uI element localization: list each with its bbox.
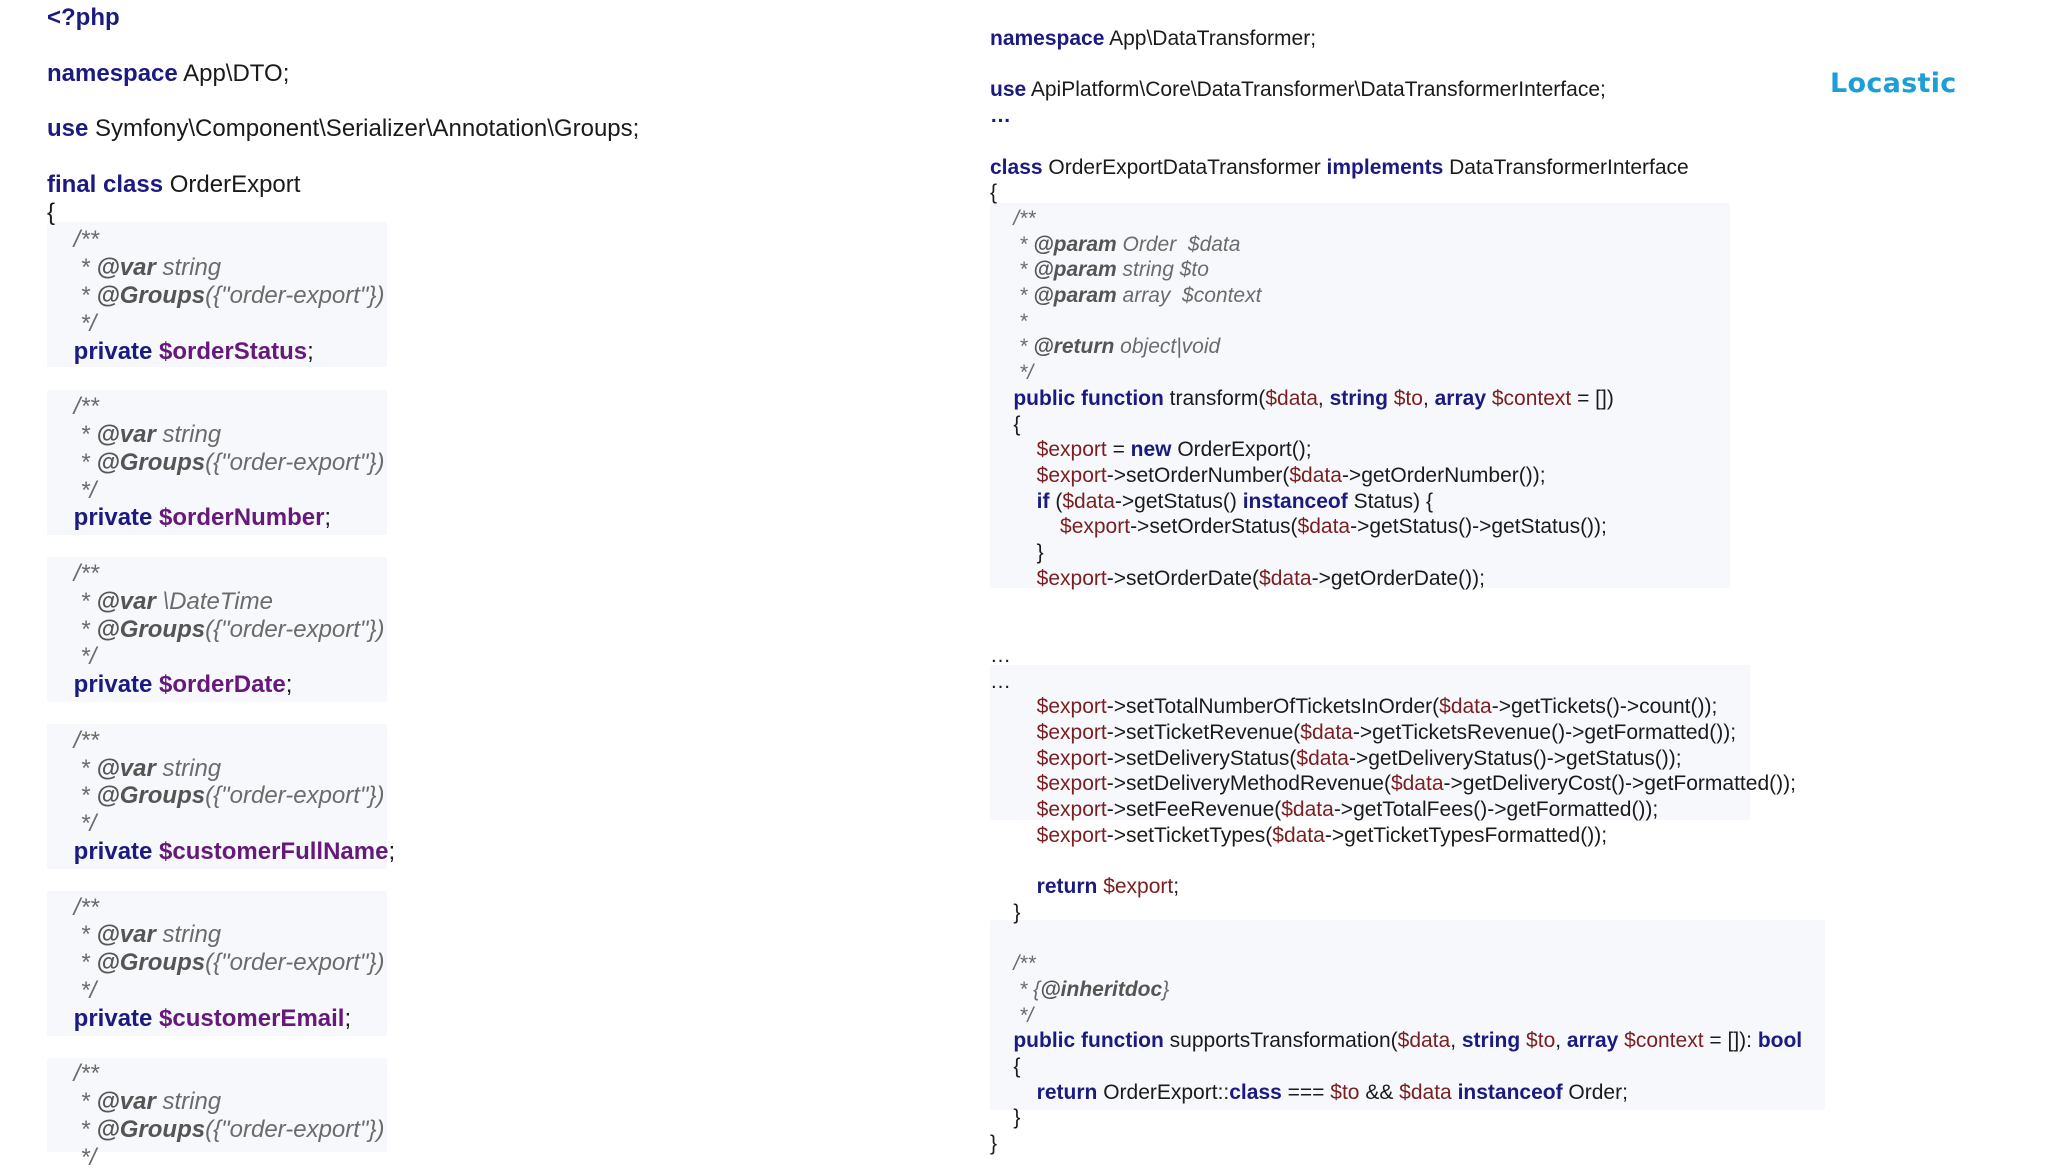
code-line <box>47 923 221 947</box>
code-token: $data <box>1265 386 1318 410</box>
code-token: array <box>1434 386 1487 410</box>
code-token: * <box>47 615 97 643</box>
code-token: implements <box>1326 155 1444 179</box>
code-token: ->setDeliveryStatus( <box>1106 746 1297 770</box>
code-token: return <box>990 1080 1098 1104</box>
code-token: $export <box>990 798 1107 821</box>
code-line <box>47 812 96 836</box>
code-token: @Groups <box>96 282 206 309</box>
code-line <box>990 876 1179 897</box>
code-token: $data <box>1397 1029 1451 1053</box>
code-line <box>990 645 1011 666</box>
code-token: @var <box>96 587 156 615</box>
code-line <box>47 562 99 586</box>
code-token: ->getTotalFees()->getFormatted()); <box>1333 798 1659 821</box>
code-token: * <box>47 421 97 448</box>
code-token: ({"order-export"}) <box>205 1116 385 1143</box>
code-token: bool <box>1757 1029 1803 1053</box>
code-token: */ <box>47 643 97 671</box>
code-token: @Groups <box>96 448 206 476</box>
code-token: Status) { <box>1347 489 1433 513</box>
code-token: ( <box>1049 489 1063 513</box>
code-token: ({"order-export"}) <box>205 282 385 309</box>
code-token: @Groups <box>96 949 206 977</box>
code-line <box>47 951 384 975</box>
code-token: public function <box>990 386 1164 410</box>
code-token: } <box>990 900 1021 924</box>
code-token: { <box>47 198 56 226</box>
code-token: use <box>47 115 89 143</box>
code-line <box>47 476 97 504</box>
code-token: && <box>1359 1080 1400 1104</box>
code-line <box>990 182 997 203</box>
code-line <box>990 388 1614 409</box>
code-token: * <box>47 1116 97 1143</box>
code-token: = <box>1106 438 1131 462</box>
code-token: ({"order-export"}) <box>205 448 385 476</box>
code-token: ->getTicketTypesFormatted()); <box>1324 823 1608 847</box>
code-line <box>990 1133 997 1154</box>
code-line <box>990 516 1607 537</box>
code-token: { <box>990 1055 1021 1078</box>
code-token: array $context <box>1116 284 1262 307</box>
code-token: ; <box>1173 875 1180 899</box>
code-line <box>47 893 100 921</box>
code-token: @var <box>96 921 156 949</box>
code-line <box>990 671 1011 692</box>
code-token: * <box>47 1088 97 1116</box>
code-token: ({"order-export"}) <box>205 615 385 643</box>
code-token: /** <box>47 1060 100 1088</box>
code-token: /** <box>47 393 100 421</box>
code-token: */ <box>47 309 97 337</box>
code-token: $export <box>990 823 1107 847</box>
code-token: @var <box>96 754 156 782</box>
code-token: $customerEmail <box>159 1004 345 1032</box>
dto-code-panel <box>47 0 947 1171</box>
code-line <box>990 542 1044 563</box>
code-line <box>47 256 221 280</box>
code-line <box>47 170 301 198</box>
code-line <box>990 311 1027 332</box>
code-token: * <box>990 232 1034 256</box>
code-token: $context <box>1486 386 1572 410</box>
code-token: string <box>1461 1029 1521 1053</box>
code-token: $export <box>1097 875 1174 899</box>
code-token: use <box>990 78 1027 102</box>
code-token: */ <box>47 476 97 504</box>
code-token: ; <box>307 337 314 365</box>
code-token: instanceof <box>1242 489 1348 513</box>
code-line <box>990 696 1717 717</box>
code-line <box>990 362 1033 383</box>
code-line <box>47 1004 352 1032</box>
code-token: @inheritdoc <box>1040 977 1163 1001</box>
code-line <box>47 337 314 365</box>
code-token: $orderDate <box>159 671 286 699</box>
code-token: namespace <box>990 27 1105 50</box>
code-token: @return <box>1033 335 1115 359</box>
code-token: * <box>47 254 97 282</box>
code-token: ; <box>324 504 332 532</box>
code-token: private <box>47 504 160 532</box>
code-line <box>47 117 639 141</box>
code-line <box>990 1005 1033 1026</box>
code-token: $to <box>1520 1029 1556 1053</box>
code-token: ->setTotalNumberOfTicketsInOrder( <box>1106 695 1440 719</box>
code-line <box>990 234 1240 255</box>
code-token: OrderExport:: <box>1097 1080 1230 1104</box>
code-token: * <box>47 587 97 615</box>
code-token: Order; <box>1562 1080 1628 1104</box>
code-line <box>47 309 97 337</box>
code-token: private <box>47 838 160 865</box>
code-token: App\DataTransformer; <box>1104 27 1317 50</box>
code-token: */ <box>47 810 97 838</box>
code-token: $data <box>1399 1080 1452 1104</box>
code-token: * <box>47 448 97 476</box>
code-token: string <box>155 754 222 782</box>
code-token: * <box>47 949 97 977</box>
code-token: $data <box>1296 746 1349 770</box>
code-token: public function <box>990 1029 1164 1053</box>
code-token: ->getTicketsRevenue()->getFormatted()); <box>1352 720 1737 744</box>
code-token: ->getOrderDate()); <box>1311 566 1485 590</box>
code-token: $export <box>990 720 1107 744</box>
code-token: ->setOrderNumber( <box>1106 463 1290 487</box>
code-token: ; <box>344 1004 352 1032</box>
code-token: $export <box>990 515 1131 539</box>
code-token: $data <box>1281 798 1334 821</box>
code-token: * { <box>990 977 1041 1001</box>
code-token: if <box>990 489 1050 513</box>
code-token: private <box>47 1004 160 1032</box>
code-token: ->getOrderNumber()); <box>1341 463 1546 487</box>
code-line <box>990 773 1796 794</box>
code-line <box>47 1143 97 1171</box>
code-token: /** <box>990 206 1036 230</box>
code-line <box>990 799 1658 820</box>
code-token: */ <box>990 1003 1034 1027</box>
code-line <box>47 645 96 669</box>
code-token: ->setOrderDate( <box>1106 566 1260 590</box>
code-token: string <box>155 254 222 282</box>
code-line <box>47 979 96 1003</box>
code-token: ->getDeliveryStatus()->getStatus()); <box>1348 746 1682 770</box>
code-token: DataTransformerInterface <box>1443 155 1689 179</box>
code-token: , <box>1317 386 1330 410</box>
code-line <box>990 568 1485 589</box>
code-token: ; <box>388 838 396 865</box>
code-token: class <box>1229 1080 1282 1104</box>
code-token: , <box>1555 1029 1567 1053</box>
code-line <box>47 784 384 808</box>
code-token: $data <box>1272 823 1325 847</box>
code-line <box>990 414 1020 435</box>
code-token: $export <box>990 772 1107 796</box>
code-token: * <box>990 309 1028 333</box>
code-token: * <box>47 921 97 949</box>
code-line <box>990 825 1607 846</box>
code-token: /** <box>990 952 1036 976</box>
code-token: private <box>47 337 160 365</box>
code-token: $data <box>1259 566 1312 590</box>
code-token: @var <box>96 421 156 448</box>
code-token: ->getStatus() <box>1114 489 1243 513</box>
code-line <box>990 1082 1628 1103</box>
code-line <box>47 1090 221 1114</box>
code-token: Symfony\Component\Serializer\Annotation\Groups; <box>88 115 640 143</box>
code-line <box>990 285 1261 306</box>
code-token: } <box>990 1132 998 1156</box>
code-token: * <box>47 754 97 782</box>
code-token: , <box>1422 386 1435 410</box>
code-token: /** <box>47 560 100 587</box>
code-token: $export <box>990 463 1107 487</box>
code-token: /** <box>47 226 100 254</box>
code-token: ; <box>285 671 293 699</box>
code-token: class <box>990 155 1043 179</box>
code-token: ->setDeliveryMethodRevenue( <box>1106 772 1391 796</box>
code-line <box>990 465 1546 486</box>
code-token: $data <box>1390 772 1444 796</box>
code-line <box>990 1030 1802 1051</box>
code-line <box>47 587 273 615</box>
code-token: … <box>990 669 1011 693</box>
code-token: */ <box>47 1143 97 1171</box>
code-token: $export <box>990 566 1107 590</box>
code-token: App\DTO; <box>177 59 290 87</box>
code-token: new <box>1130 438 1172 462</box>
code-token: @Groups <box>96 615 206 643</box>
code-token: */ <box>990 361 1034 385</box>
code-line <box>990 979 1169 1000</box>
code-token: array <box>1566 1029 1619 1053</box>
code-token: * <box>47 782 97 810</box>
code-token: object|void <box>1114 335 1221 359</box>
code-token: @param <box>1033 232 1117 256</box>
code-line <box>47 59 290 87</box>
code-line <box>47 615 385 643</box>
code-token: } <box>990 1106 1021 1130</box>
code-line <box>47 423 221 447</box>
code-line <box>47 673 292 697</box>
code-line <box>990 902 1020 923</box>
code-token: … <box>990 104 1011 128</box>
code-token: ->setTicketRevenue( <box>1106 720 1301 744</box>
code-line <box>990 28 1316 49</box>
code-token: /** <box>47 893 100 921</box>
code-token: ({"order-export"}) <box>205 949 385 977</box>
code-token: { <box>990 412 1021 436</box>
code-token: transform( <box>1163 386 1266 410</box>
code-line <box>47 448 385 476</box>
code-line <box>990 336 1220 357</box>
code-line <box>47 395 99 419</box>
code-line <box>47 754 222 782</box>
code-token: Order $data <box>1116 232 1241 256</box>
code-token: @Groups <box>96 782 206 810</box>
code-token: string <box>155 921 222 949</box>
code-token: private <box>47 671 160 699</box>
code-line <box>47 1062 99 1086</box>
code-token: @var <box>96 1088 156 1116</box>
code-token: $to <box>1387 386 1423 410</box>
code-token: supportsTransformation( <box>1163 1029 1398 1053</box>
code-line <box>990 1056 1020 1077</box>
code-token: = []) <box>1571 386 1614 410</box>
code-line <box>990 491 1433 512</box>
code-token: === <box>1281 1080 1331 1104</box>
code-token: OrderExport(); <box>1171 438 1312 462</box>
code-token: @var <box>96 254 156 282</box>
code-token: string <box>1329 386 1388 410</box>
code-line <box>990 259 1209 280</box>
code-token: @Groups <box>96 1116 206 1143</box>
code-line <box>990 722 1736 743</box>
code-token: ->getDeliveryCost()->getFormatted()); <box>1443 772 1796 796</box>
code-token: $data <box>1289 463 1342 487</box>
code-token: ->setOrderStatus( <box>1130 515 1298 539</box>
code-line <box>47 228 99 252</box>
code-line <box>47 198 56 226</box>
code-token: * <box>990 335 1034 359</box>
code-token: $context <box>1618 1029 1704 1053</box>
code-token: string $to <box>1116 258 1209 282</box>
code-token: ApiPlatform\Core\DataTransformer\DataTransformerInterface; <box>1026 78 1606 102</box>
code-token: ({"order-export"}) <box>205 782 385 810</box>
code-line <box>990 748 1682 769</box>
code-token: instanceof <box>1451 1080 1563 1104</box>
code-token: $data <box>1062 489 1115 513</box>
code-token: string <box>155 421 222 448</box>
code-token: $data <box>1300 720 1353 744</box>
code-token: $data <box>1439 695 1492 719</box>
code-line <box>990 157 1689 178</box>
code-token: $export <box>990 695 1107 719</box>
code-line <box>990 105 1011 126</box>
code-token: */ <box>47 977 97 1004</box>
code-token: $customerFullName <box>159 838 389 865</box>
code-line <box>47 726 100 754</box>
code-token: @param <box>1033 284 1117 307</box>
code-token: return <box>990 875 1098 899</box>
code-token: $to <box>1330 1080 1360 1104</box>
code-token: * <box>47 282 97 309</box>
code-token: /** <box>47 726 100 754</box>
code-token: $data <box>1297 515 1351 539</box>
code-line <box>990 79 1606 100</box>
code-line <box>47 284 384 308</box>
code-token: OrderExportDataTransformer <box>1042 155 1327 179</box>
code-token: $orderNumber <box>159 504 325 532</box>
code-token: } <box>1162 977 1170 1001</box>
code-line <box>47 6 120 30</box>
code-token: { <box>990 181 998 205</box>
code-token: ->setFeeRevenue( <box>1106 798 1282 821</box>
code-line <box>47 840 395 864</box>
code-token: string <box>155 1088 222 1116</box>
code-line <box>47 506 331 530</box>
code-token: namespace <box>47 59 178 87</box>
code-token: , <box>1450 1029 1462 1053</box>
transformer-code-panel <box>990 0 1970 1156</box>
code-token: $orderStatus <box>159 337 308 365</box>
code-token: * <box>990 284 1034 307</box>
code-line <box>990 1107 1020 1128</box>
locastic-logo: Locastic <box>1830 68 1957 99</box>
code-token: $export <box>990 746 1107 770</box>
code-token: @param <box>1033 258 1117 282</box>
code-token: ->getStatus()->getStatus()); <box>1350 515 1607 539</box>
code-token: … <box>990 643 1011 667</box>
code-line <box>990 208 1036 229</box>
code-token: final class <box>47 170 164 198</box>
code-token: ->setTicketTypes( <box>1106 823 1273 847</box>
code-token: ->getTickets()->count()); <box>1491 695 1718 719</box>
code-token: = []): <box>1703 1029 1758 1053</box>
code-line <box>47 1118 384 1142</box>
code-line <box>990 953 1036 974</box>
code-token: } <box>990 541 1044 564</box>
code-token: * <box>990 258 1034 282</box>
code-token: \DateTime <box>155 587 273 615</box>
code-line <box>990 439 1312 460</box>
code-token: $export <box>990 438 1107 462</box>
code-token: <?php <box>47 4 120 31</box>
code-token: OrderExport <box>163 170 301 198</box>
